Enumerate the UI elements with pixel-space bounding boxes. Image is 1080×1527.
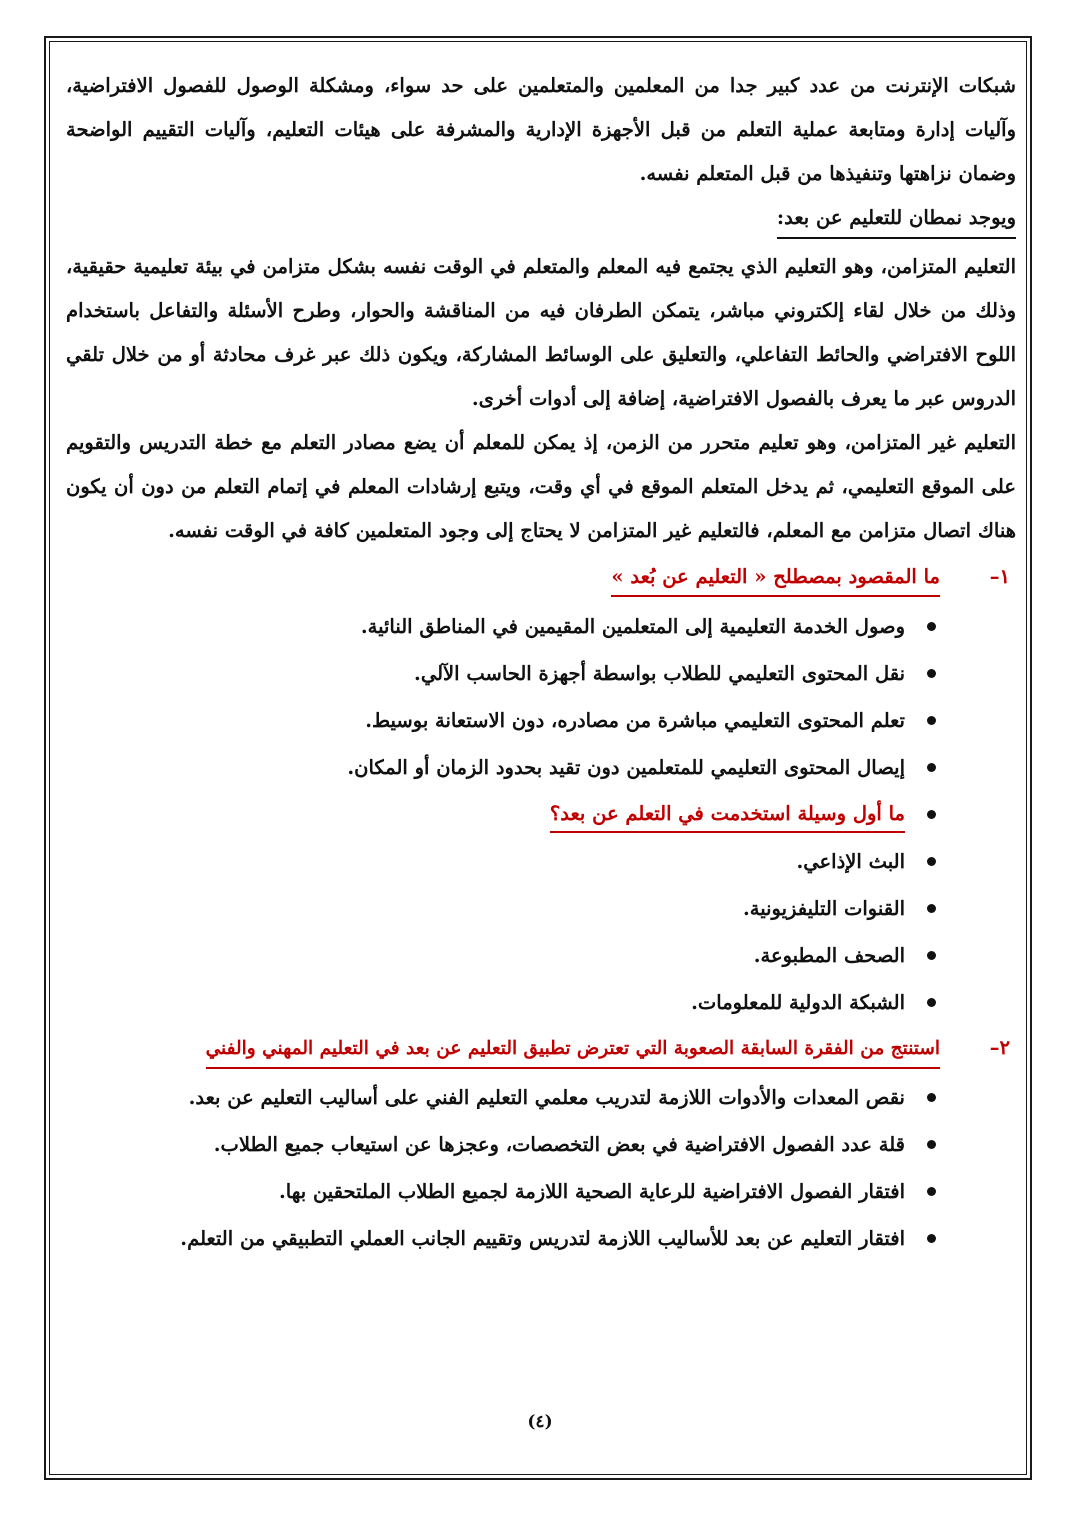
option-item[interactable]: [66, 838, 1016, 885]
option-item[interactable]: [66, 1074, 1016, 1121]
bullet-icon: [927, 622, 936, 631]
bullet-icon: [927, 669, 936, 678]
option-item[interactable]: [66, 697, 1016, 744]
option-item[interactable]: [66, 603, 1016, 650]
question-2-text: استنتج من الفقرة السابقة الصعوبة التي تعترض تطبيق التعليم عن بعد في التعليم المهني والفني: [206, 1031, 940, 1069]
paragraph-internet-challenges: شبكات الإنترنت من عدد كبير جدا من المعلمين والمتعلمين على حد سواء، ومشكلة الوصول للفصول الافتراضية، وآليات إدارة ومتابعة عملية التعلم من قبل الأجهزة الإدارية والمشرفة على هيئات التعليم، وآليات التقييم الواضحة وضمان نزاهتها وتنفيذها من قبل المتعلم نفسه.: [66, 74, 1016, 185]
question-1b: [66, 791, 1016, 838]
bullet-icon: [927, 857, 936, 866]
bullet-icon: [927, 1140, 936, 1149]
subheading-line: [66, 196, 1016, 245]
bullet-icon: [927, 1187, 936, 1196]
question-1-number: ١–: [989, 565, 1010, 588]
option-text: البث الإذاعي.: [796, 849, 905, 873]
option-item[interactable]: [66, 650, 1016, 697]
question-2-number: ٢–: [989, 1036, 1010, 1059]
question-1: [66, 555, 1016, 599]
option-item[interactable]: [66, 1121, 1016, 1168]
bullet-icon: [927, 716, 936, 725]
option-item[interactable]: [66, 1168, 1016, 1215]
option-item[interactable]: [66, 1215, 1016, 1262]
paragraph-asynchronous: التعليم غير المتزامن، وهو تعليم متحرر من الزمن، إذ يمكن للمعلم أن يضع مصادر التعلم مع خطة التدريس والتقويم على الموقع التعليمي، ثم يدخل المتعلم الموقع في أي وقت، ويتبع إرشادات المعلم في إتمام التعلم من دون أن يكون هناك اتصال متزامن مع المعلم، فالتعليم غير المتزامن لا يحتاج إلى وجود المتعلمين كافة في الوقت نفسه.: [66, 431, 1016, 542]
document-body: [66, 64, 1016, 1262]
question-1-options: [66, 603, 1016, 1026]
bullet-icon: [927, 810, 936, 819]
question-1-text: ما المقصود بمصطلح « التعليم عن بُعد »: [611, 559, 940, 597]
bullet-icon: [927, 951, 936, 960]
option-text: افتقار الفصول الافتراضية للرعاية الصحية اللازمة لجميع الطلاب الملتحقين بها.: [279, 1179, 905, 1203]
bullet-icon: [927, 1093, 936, 1102]
option-text: نقص المعدات والأدوات اللازمة لتدريب معلمي التعليم الفني على أساليب التعليم عن بعد.: [188, 1085, 905, 1109]
option-text: إيصال المحتوى التعليمي للمتعلمين دون تقيد بحدود الزمان أو المكان.: [347, 755, 905, 779]
question-1b-text: ما أول وسيلة استخدمت في التعلم عن بعد؟: [550, 797, 905, 833]
subheading-two-patterns: ويوجد نمطان للتعليم عن بعد:: [777, 199, 1016, 239]
bullet-icon: [927, 998, 936, 1007]
option-text: القنوات التليفزيونية.: [742, 896, 905, 920]
option-text: نقل المحتوى التعليمي للطلاب بواسطة أجهزة الحاسب الآلي.: [414, 661, 905, 685]
option-text: الصحف المطبوعة.: [753, 943, 905, 967]
paragraph-synchronous: التعليم المتزامن، وهو التعليم الذي يجتمع فيه المعلم والمتعلم في الوقت نفسه بشكل متزامن في بيئة تعليمية حقيقية، وذلك من خلال لقاء إلكتروني مباشر، يتمكن الطرفان فيه من المناقشة والحوار، وطرح الأسئلة والتفاعل باستخدام اللوح الافتراضي والحائط التفاعلي، والتعليق على الوسائط المشاركة، ويكون ذلك عبر غرف محادثة أو من خلال تلقي الدروس عبر ما يعرف بالفصول الافتراضية، إضافة إلى أدوات أخرى.: [66, 255, 1016, 410]
bullet-icon: [927, 904, 936, 913]
option-text: قلة عدد الفصول الافتراضية في بعض التخصصات، وعجزها عن استيعاب جميع الطلاب.: [213, 1132, 905, 1156]
option-item[interactable]: [66, 932, 1016, 979]
page-number: (٤): [527, 1412, 553, 1432]
option-text: الشبكة الدولية للمعلومات.: [691, 990, 905, 1014]
bullet-icon: [927, 1234, 936, 1243]
option-text: افتقار التعليم عن بعد للأساليب اللازمة لتدريس وتقييم الجانب العملي التطبيقي من التعلم.: [180, 1226, 905, 1250]
option-item[interactable]: [66, 979, 1016, 1026]
option-text: تعلم المحتوى التعليمي مباشرة من مصادره، دون الاستعانة بوسيط.: [365, 708, 905, 732]
question-2: [66, 1026, 1016, 1070]
option-item[interactable]: [66, 744, 1016, 791]
bullet-icon: [927, 763, 936, 772]
option-text: وصول الخدمة التعليمية إلى المتعلمين المقيمين في المناطق النائية.: [360, 614, 905, 638]
question-2-options: [66, 1074, 1016, 1262]
option-item[interactable]: [66, 885, 1016, 932]
